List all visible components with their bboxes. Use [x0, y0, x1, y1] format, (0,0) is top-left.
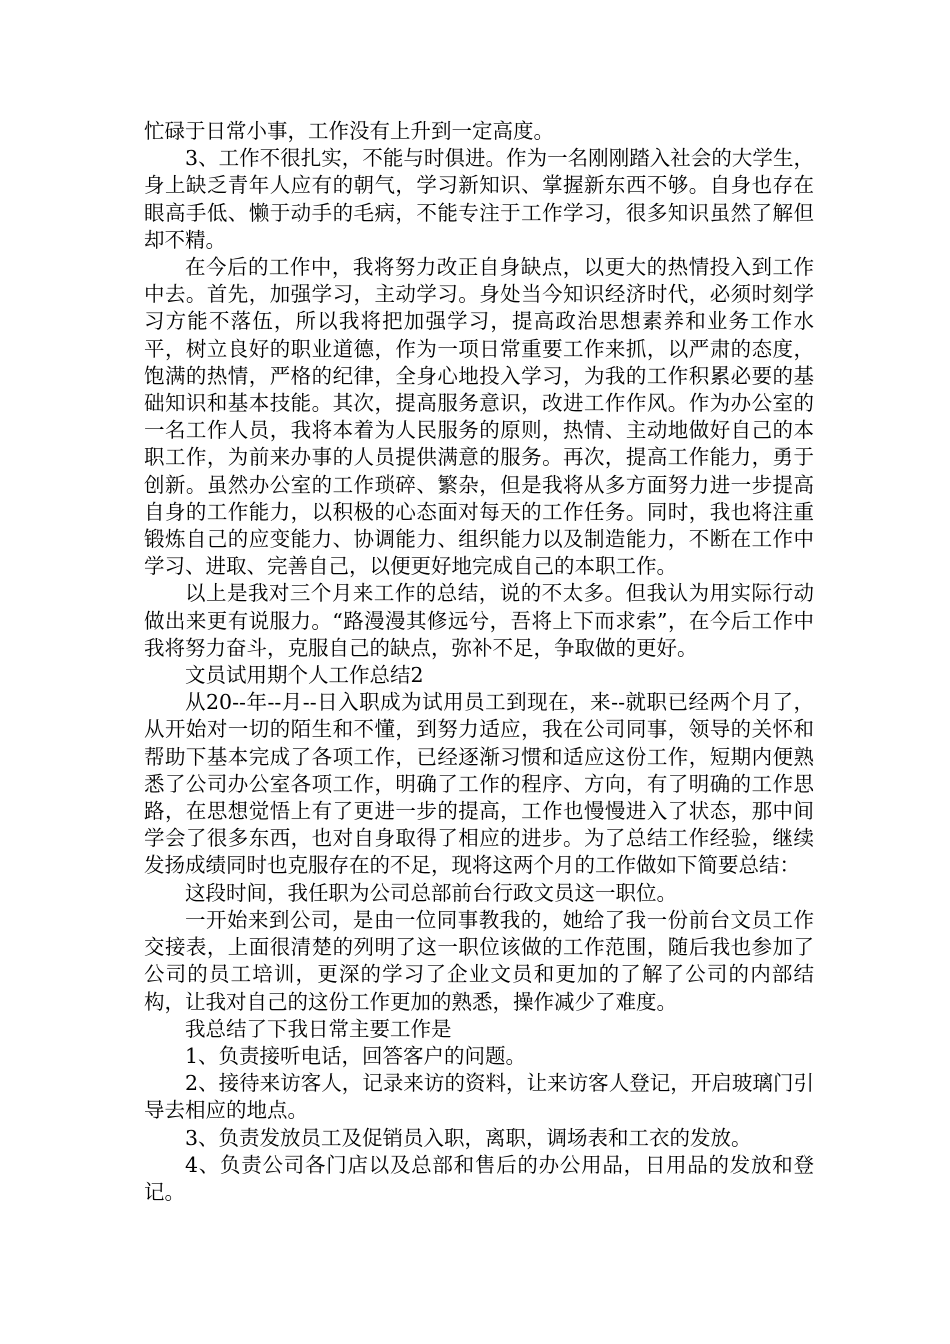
list-item-4: 4、负责公司各门店以及总部和售后的办公用品，日用品的发放和登记。 [144, 1152, 814, 1204]
list-item-1: 1、负责接听电话，回答客户的问题。 [185, 1043, 527, 1068]
paragraph-4: 以上是我对三个月来工作的总结，说的不太多。但我认为用实际行动做出来更有说服力。“路漫漫其修远兮，吾将上下而求索”，在今后工作中我将努力奋斗，克服自己的缺点，弥补不足，争取做的更好。 [144, 581, 814, 660]
paragraph-8: 一开始来到公司，是由一位同事教我的，她给了我一份前台文员工作交接表，上面很清楚的列明了这一职位该做的工作范围，随后我也参加了公司的员工培训，更深的学习了企业文员和更加的了解了公司的内部结构，让我对自己的这份工作更加的熟悉，操作减少了难度。 [144, 907, 814, 1014]
section-heading: 文员试用期个人工作总结2 [185, 663, 424, 688]
paragraph-2: 3、工作不很扎实，不能与时俱进。作为一名刚刚踏入社会的大学生，身上缺乏青年人应有的朝气，学习新知识、掌握新东西不够。自身也存在眼高手低、懒于动手的毛病，不能专注于工作学习，很多知识虽然了解但却不精。 [144, 146, 814, 252]
paragraph-7: 这段时间，我任职为公司总部前台行政文员这一职位。 [185, 880, 677, 905]
paragraph-3: 在今后的工作中，我将努力改正自身缺点，以更大的热情投入到工作中去。首先，加强学习，主动学习。身处当今知识经济时代，必须时刻学习方能不落伍，所以我将把加强学习，提高政治思想素养和业务工作水平，树立良好的职业道德，作为一项日常重要工作来抓，以严肃的态度，饱满的热情，严格的纪律，全身心地投入学习，为我的工作积累必要的基础知识和基本技能。其次，提高服务意识，改进工作作风。作为办公室的一名工作人员，我将本着为人民服务的原则，热情、主动地做好自己的本职工作，为前来办事的人员提供满意的服务。再次，提高工作能力，勇于创新。虽然办公室的工作琐碎、繁杂，但是我将从多方面努力进一步提高自身的工作能力，以积极的心态面对每天的工作任务。同时，我也将注重锻炼自己的应变能力、协调能力、组织能力以及制造能力，不断在工作中学习、进取、完善自己，以便更好地完成自己的本职工作。 [144, 255, 814, 579]
list-item-2: 2、接待来访客人，记录来访的资料，让来访客人登记，开启玻璃门引导去相应的地点。 [144, 1071, 814, 1123]
paragraph-1: 忙碌于日常小事，工作没有上升到一定高度。 [144, 119, 554, 143]
paragraph-6: 从20--年--月--日入职成为试用员工到现在，来--就职已经两个月了，从开始对一切的陌生和不懂，到努力适应，我在公司同事，领导的关怀和帮助下基本完成了各项工作，已经逐渐习惯和适应这份工作，短期内便熟悉了公司办公室各项工作，明确了工作的程序、方向，有了明确的工作思路，在思想觉悟上有了更进一步的提高，工作也慢慢进入了状态，那中间学会了很多东西，也对自身取得了相应的进步。为了总结工作经验，继续发扬成绩同时也克服存在的不足，现将这两个月的工作做如下简要总结： [144, 690, 814, 878]
paragraph-9: 我总结了下我日常主要工作是 [185, 1016, 452, 1041]
document-body [144, 118, 814, 1206]
list-item-3: 3、负责发放员工及促销员入职，离职，调场表和工衣的发放。 [185, 1125, 752, 1150]
